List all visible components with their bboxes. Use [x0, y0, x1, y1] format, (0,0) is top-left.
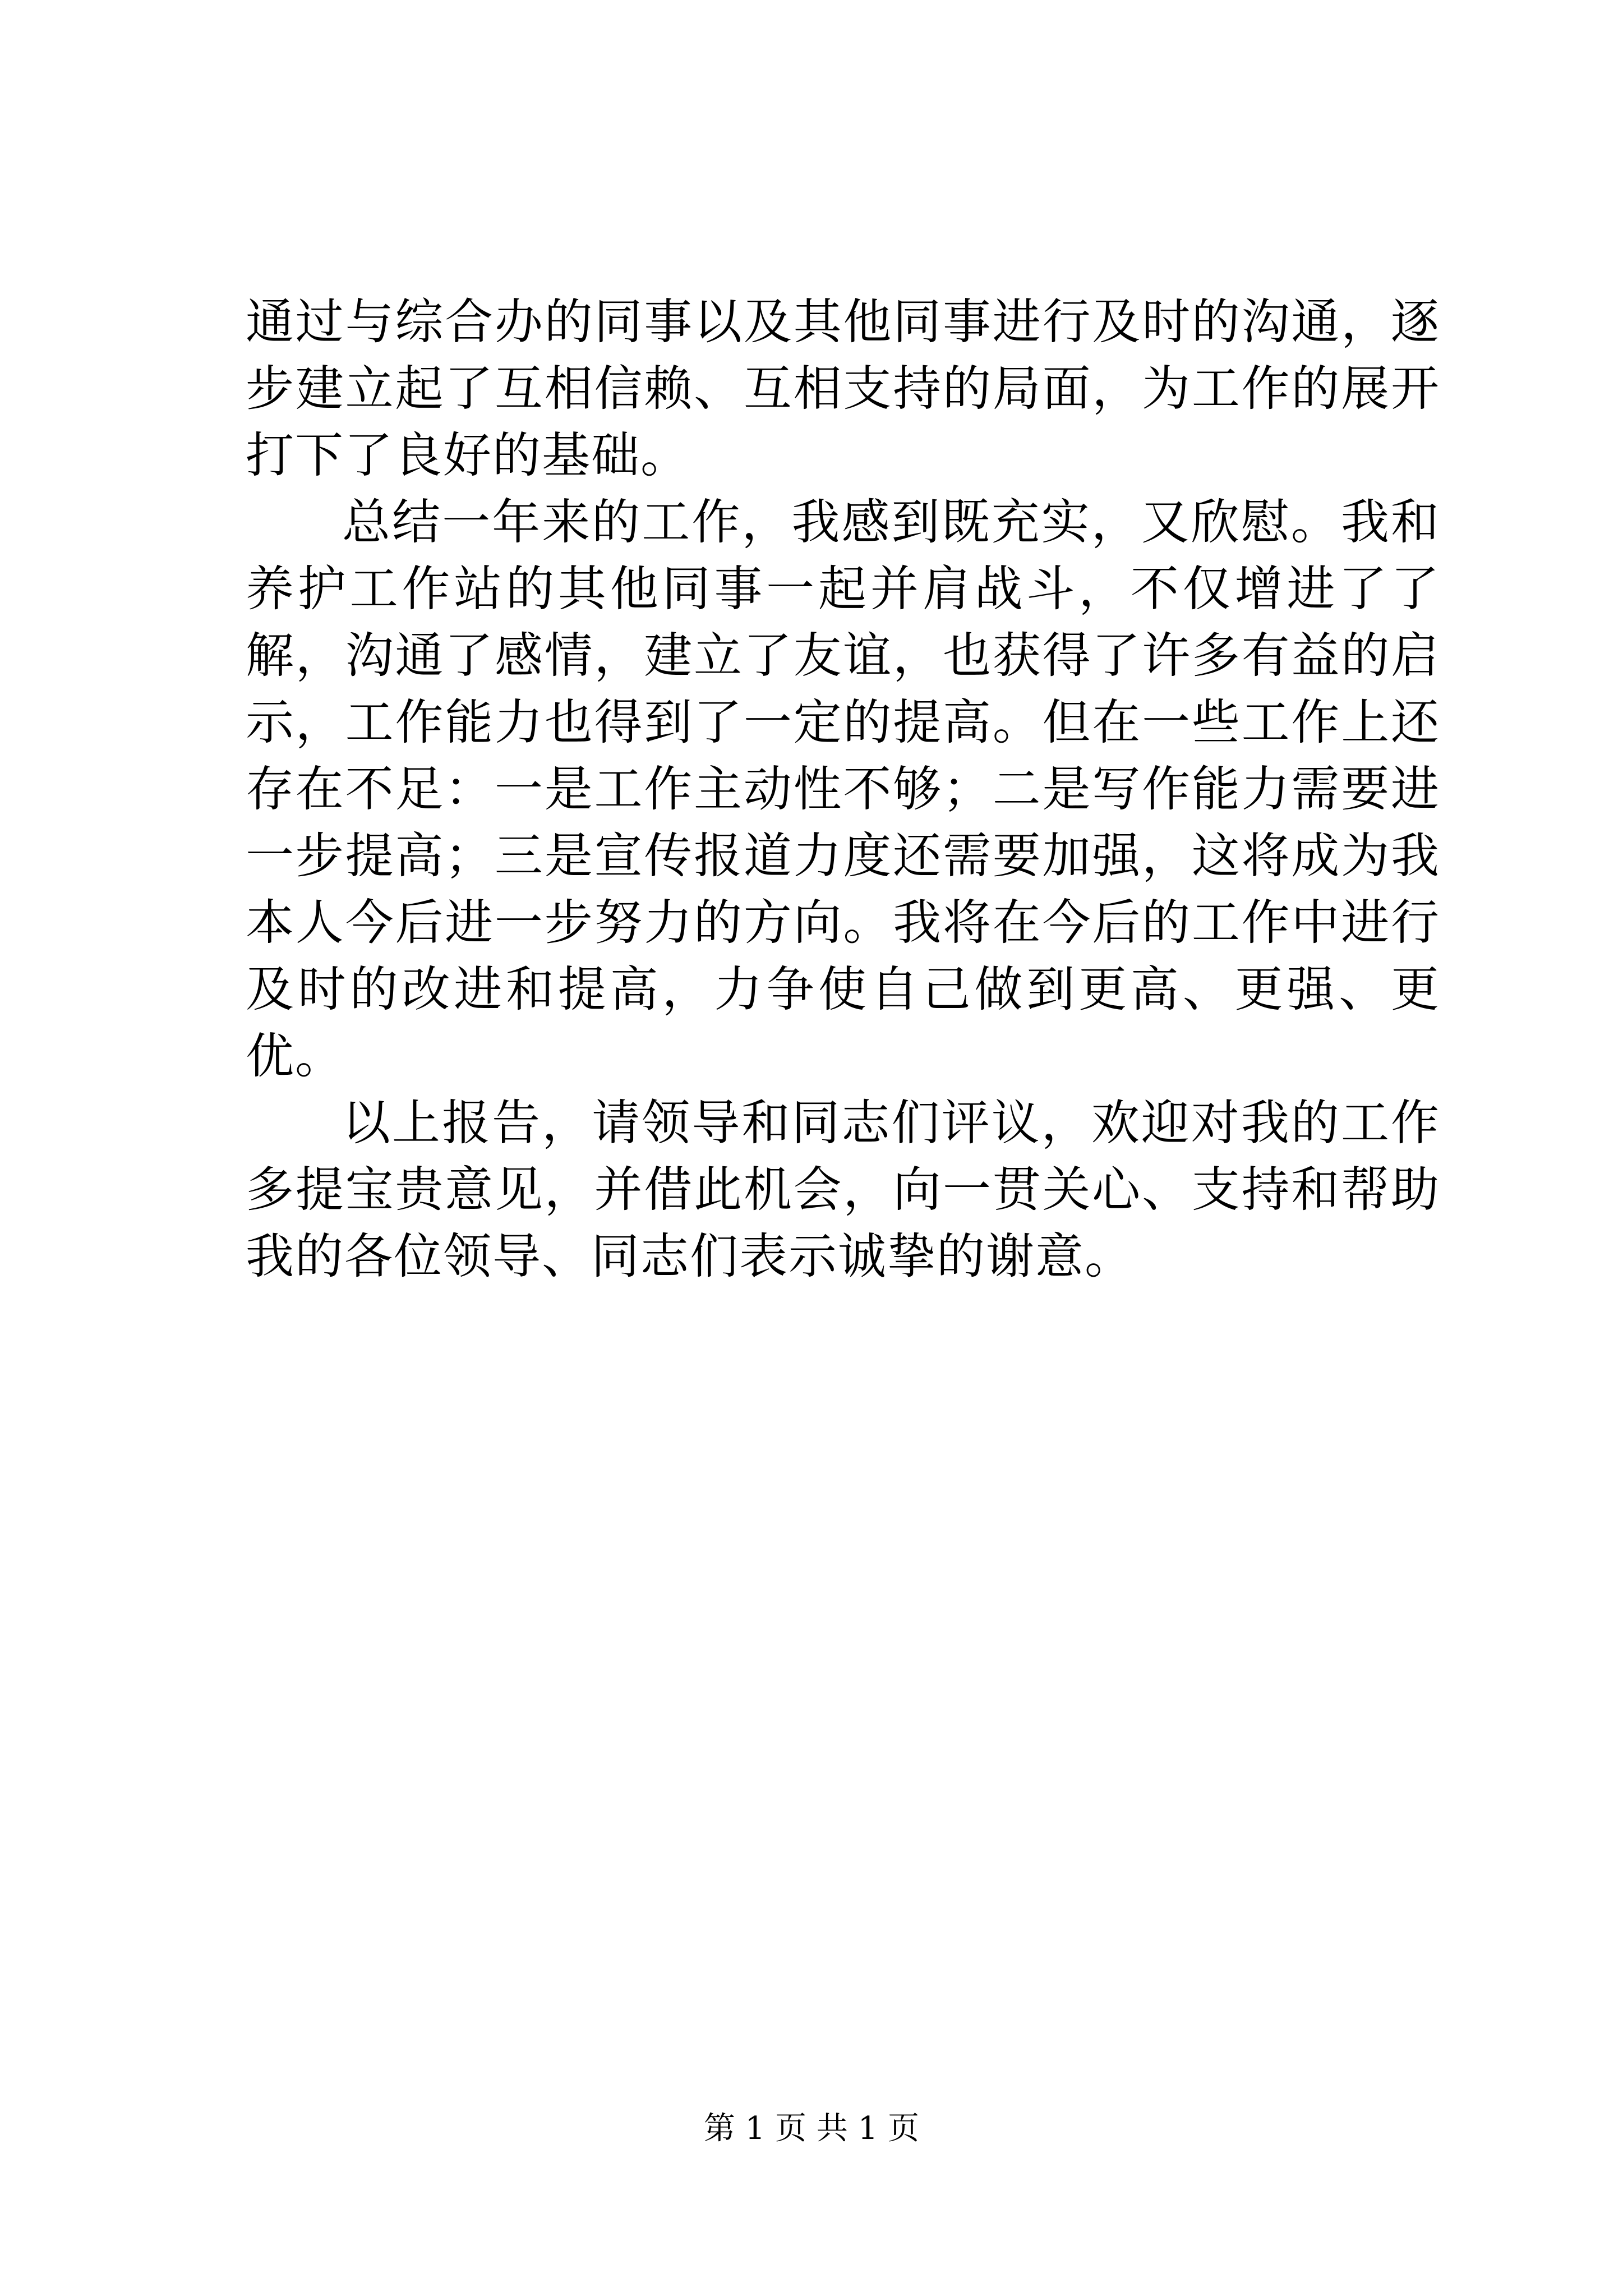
document-body: [246, 289, 1440, 1290]
paragraph-1: 通过与综合办的同事以及其他同事进行及时的沟通，逐步建立起了互相信赖、互相支持的局面，为工作的展开打下了良好的基础。: [246, 294, 1440, 484]
paragraph-3: 以上报告，请领导和同志们评议，欢迎对我的工作多提宝贵意见，并借此机会，向一贯关心、支持和帮助我的各位领导、同志们表示诚挚的谢意。: [246, 1095, 1440, 1285]
paragraph-2: 总结一年来的工作，我感到既充实，又欣慰。我和养护工作站的其他同事一起并肩战斗，不仅增进了了解，沟通了感情，建立了友谊，也获得了许多有益的启示，工作能力也得到了一定的提高。但在一些工作上还存在不足：一是工作主动性不够；二是写作能力需要进一步提高；三是宣传报道力度还需要加强，这将成为我本人今后进一步努力的方向。我将在今后的工作中进行及时的改进和提高，力争使自己做到更高、更强、更优。: [246, 494, 1440, 1084]
page-number-footer: 第 1 页 共 1 页: [703, 2110, 920, 2147]
